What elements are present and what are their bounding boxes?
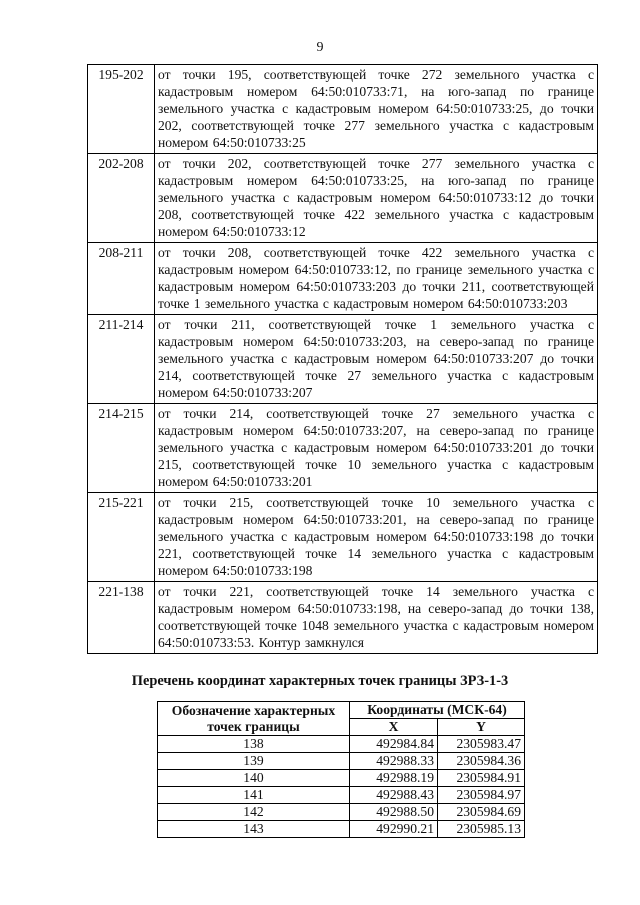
point-id: 141 bbox=[158, 787, 350, 804]
boundary-description-table bbox=[87, 64, 598, 654]
table-row bbox=[88, 404, 598, 493]
point-id: 138 bbox=[158, 736, 350, 753]
x-value: 492988.50 bbox=[350, 804, 438, 821]
table-row bbox=[88, 65, 598, 154]
y-value: 2305984.36 bbox=[438, 753, 525, 770]
x-column-header: X bbox=[350, 719, 438, 736]
x-value: 492988.33 bbox=[350, 753, 438, 770]
table-row bbox=[88, 154, 598, 243]
segment-range: 195-202 bbox=[88, 65, 155, 154]
coordinates-column-header: Координаты (МСК-64) bbox=[350, 702, 525, 719]
table-row bbox=[158, 753, 525, 770]
table-row bbox=[158, 736, 525, 753]
table-row bbox=[88, 243, 598, 315]
table-row bbox=[158, 804, 525, 821]
table-row bbox=[158, 787, 525, 804]
y-value: 2305985.13 bbox=[438, 821, 525, 838]
segment-range: 215-221 bbox=[88, 493, 155, 582]
point-id: 143 bbox=[158, 821, 350, 838]
coordinates-table bbox=[157, 701, 525, 838]
page-number: 9 bbox=[316, 40, 324, 55]
segment-description: от точки 214, соответствующей точке 27 земельного участка с кадастровым номером 64:50:010733:207, на северо-запад по границе земельного участка с кадастровым номером 64:50:010733:201 до точки 215, соответствующей точке 10 земельного участка с кадастровым номером 64:50:010733:201 bbox=[155, 404, 598, 493]
x-value: 492990.21 bbox=[350, 821, 438, 838]
table-row bbox=[88, 582, 598, 654]
x-value: 492984.84 bbox=[350, 736, 438, 753]
segment-range: 214-215 bbox=[88, 404, 155, 493]
y-value: 2305983.47 bbox=[438, 736, 525, 753]
table-row bbox=[88, 315, 598, 404]
segment-description: от точки 221, соответствующей точке 14 земельного участка с кадастровым номером 64:50:010733:198, на северо-запад до точки 138, соответствующей точке 1048 земельного участка с кадастровым номером 64:50:010733:53. Контур замкнулся bbox=[155, 582, 598, 654]
coordinates-section-title: Перечень координат характерных точек границы ЗРЗ-1-3 bbox=[131, 673, 509, 689]
point-id: 140 bbox=[158, 770, 350, 787]
segment-range: 211-214 bbox=[88, 315, 155, 404]
point-id: 139 bbox=[158, 753, 350, 770]
segment-range: 202-208 bbox=[88, 154, 155, 243]
point-column-header: Обозначение характерных точек границы bbox=[158, 702, 350, 736]
segment-description: от точки 195, соответствующей точке 272 земельного участка с кадастровым номером 64:50:010733:71, на юго-запад по границе земельного участка с кадастровым номером 64:50:010733:25, до точки 202, соответствующей точке 277 земельного участка с кадастровым номером 64:50:010733:25 bbox=[155, 65, 598, 154]
x-value: 492988.43 bbox=[350, 787, 438, 804]
x-value: 492988.19 bbox=[350, 770, 438, 787]
y-value: 2305984.97 bbox=[438, 787, 525, 804]
segment-range: 208-211 bbox=[88, 243, 155, 315]
segment-description: от точки 202, соответствующей точке 277 земельного участка с кадастровым номером 64:50:010733:25, на юго-запад по границе земельного участка с кадастровым номером 64:50:010733:12 до точки 208, соответствующей точке 422 земельного участка с кадастровым номером 64:50:010733:12 bbox=[155, 154, 598, 243]
y-column-header: Y bbox=[438, 719, 525, 736]
segment-description: от точки 211, соответствующей точке 1 земельного участка с кадастровым номером 64:50:010733:203, на северо-запад по границе земельного участка с кадастровым номером 64:50:010733:207 до точки 214, соответствующей точке 27 земельного участка с кадастровым номером 64:50:010733:207 bbox=[155, 315, 598, 404]
point-id: 142 bbox=[158, 804, 350, 821]
table-row bbox=[158, 821, 525, 838]
segment-description: от точки 215, соответствующей точке 10 земельного участка с кадастровым номером 64:50:010733:201, на северо-запад по границе земельного участка с кадастровым номером 64:50:010733:198 до точки 221, соответствующей точке 14 земельного участка с кадастровым номером 64:50:010733:198 bbox=[155, 493, 598, 582]
y-value: 2305984.69 bbox=[438, 804, 525, 821]
coordinates-header-row bbox=[158, 702, 525, 719]
segment-range: 221-138 bbox=[88, 582, 155, 654]
table-row bbox=[158, 770, 525, 787]
segment-description: от точки 208, соответствующей точке 422 земельного участка с кадастровым номером 64:50:010733:12, по границе земельного участка с кадастровым номером 64:50:010733:203 до точки 211, соответствующей точке 1 земельного участка с кадастровым номером 64:50:010733:203 bbox=[155, 243, 598, 315]
table-row bbox=[88, 493, 598, 582]
y-value: 2305984.91 bbox=[438, 770, 525, 787]
